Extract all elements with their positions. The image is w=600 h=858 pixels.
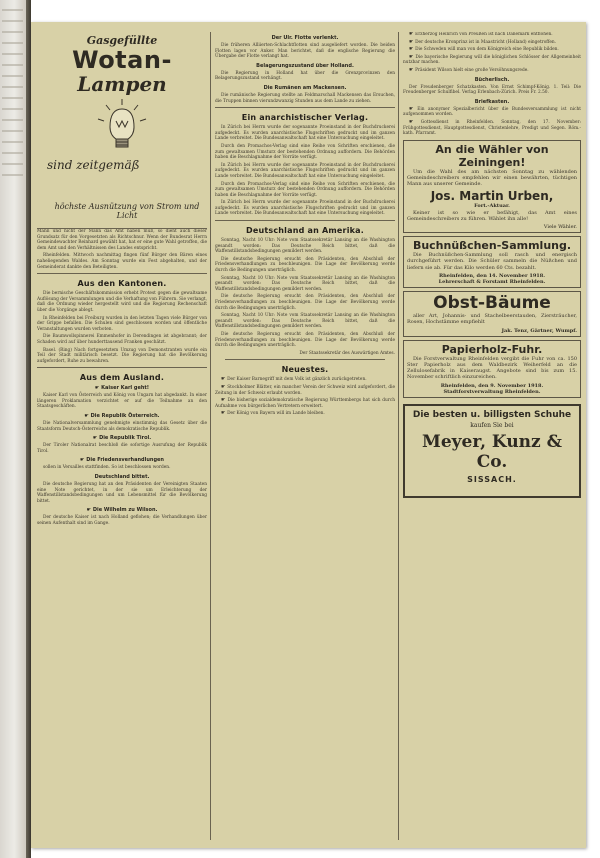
article-paragraph: Die Baumwollspinnerei Emmenhofer in Derendingen ist abgebrannt; der Schaden wird auf über hunderttausend Franken geschätzt. [37,334,207,345]
ad-text: Die Forstverwaltung Rheinfelden vergibt die Fuhr von ca. 150 Ster Papierholz aus dem Waldbezirk Weiherfeld an die Zellulosefabrik in Kaiseraugst. Angebote sind bis zum 15. November schriftlich einzureichen. [407,355,577,381]
article-paragraph: ☛ Gottesdienst in Rheinfelden. Sonntag, den 17. November: Frühgottesdienst, Hauptgottesdienst, Christenlehre, Predigt und Segen. Röm.-kath. Pfarramt. [403,120,581,137]
ad-text: Um die Wahl des am nächsten Sonntag zu wählenden Gemeindeschreibers empfehlen wir einen bewährten, tüchtigen Mann aus unserer Gemeinde. [407,168,577,188]
article-paragraph: Sonntag, Nacht 10 Uhr: Note vom Staatssekretär Lansing an die Washington gesandt worden: Das Deutsche Reich bittet, daß die Waffenstillstandsbedingungen gemildert werden. [215,275,395,292]
article-paragraph: Kaiser Karl von Österreich und König von Ungarn hat abgedankt. In einer längeren Proklamation verzichtet er auf die Teilnahme an den Staatsgeschäften. [37,393,207,410]
ad-slogan: sind zeitgemäß [47,158,140,172]
shoe-store-advertisement [403,404,581,498]
ad-signature: Stadtforstverwaltung Rheinfelden. [443,388,541,395]
article-heading: ☛ Die Republik Tirol. [37,435,207,441]
article-heading: ☛ Kaiser Karl geht! [37,385,207,391]
article-paragraph: Der Tiroler Nationalrat beschloß die sofortige Ausrufung der Republik Tirol. [37,443,207,454]
article-paragraph: sollen in Versailles stattfinden. So ist beschlossen worden. [43,465,171,471]
ad-product-name: Lampen [77,72,167,96]
ad-headline: An die Wähler von Zeiningen! [435,142,549,169]
candidate-role: Fort.-Aktuar. [474,203,510,210]
news-item: ☛ Die bisherige sozialdemokratische Regierung Württembergs hat sich durch Aufnahme von bürgerlichen Vertretern erweitert. [215,398,395,409]
ad-tagline: Gasgefüllte [86,34,158,47]
article-heading: Der Ulr. Flotte verlenkt. [271,35,339,41]
article-signature: Der Staatssekretär des Auswärtigen Amtes. [299,350,395,356]
article-paragraph: Basel. (Ring) Nach fortgesetztem Umzug von Demonstranten wurde ein Teil der Stadt militärisch besetzt. Die Regierung hat die Bevölkerung aufgefordert, Ruhe zu bewahren. [37,347,207,364]
news-item: ☛ Die bayerische Regierung will die königlichen Schlösser der Allgemeinheit nutzbar machen. [403,55,581,66]
newspaper-page [31,22,586,848]
section-heading: Neuestes. [281,365,329,375]
ad-brand-name: Meyer, Kunz & Co. [422,431,562,472]
article-paragraph: Die früheren Alliierten-Schlachtflotten sind ausgeliefert worden. Die beiden Flotten lagen vor Anker. Man berichtet, daß die englische Regierung die Übergabe der Flotte verlangt hat. [215,43,395,60]
article-paragraph: ☛ Ein anonymer Spezialbericht über die Bundesversammlung ist nicht aufgenommen worden. [403,107,581,118]
article-paragraph: In Zürich bei Herrn wurde der sogenannte Proeinstand in der Buchdruckerei aufgedeckt. Es wurden anarchistische Flugschriften gedruckt und im ganzen Lande verbreitet. Die Bundesanwaltschaft hat eine Untersuchung eingeleitet. [215,162,395,179]
article-paragraph: Der Freudenberger Schatzkasten. Von Ernst Schimpf-König. 1. Teil: Die Freudenberger Schulfibel. Verlag Erlenbach-Zürich. Preis Fr. 2.50. [403,84,581,96]
news-item: ☛ Erzherzog Heinrich von Preußen ist nach Dänemark entflohen. [403,32,581,38]
ad-headline: Obst-Bäume [433,293,551,314]
section-heading: Bücherlisch. [474,76,510,83]
ad-claim: höchste Ausnützung von Strom und Licht [54,202,200,220]
article-paragraph: Die bernische Geschäftskommission erhebt Protest gegen die gewaltsame Auflösung der Versammlungen und die Verhaftung von Führern. Sie verlangt, daß die Ordnung wieder hergestellt wird und die Regierung Rechenschaft über die Vorgänge ablegt. [37,291,207,313]
article-paragraph: Sonntag, Nacht 10 Uhr: Note vom Staatssekretär Lansing an die Washington gesandt worden: Das Deutsche Reich bittet, daß die Waffenstillstandsbedingungen gemildert werden. [215,238,395,255]
article-paragraph: Die deutsche Regierung ersucht den Präsidenten, den Abschluß der Friedensverhandlungen zu beschleunigen. Die Lage der Bevölkerung werde durch die Bedingungen unerträglich. [215,256,395,274]
ad-date: Rheinfelden, den 14. November 1918. [438,272,545,279]
section-heading: Briefkasten. [474,98,510,105]
article-paragraph: Die Regierung in Holland hat über die Grenzprovinzen den Belagerungszustand verhängt. [215,70,395,82]
ad-headline: Buchnüßchen-Sammlung. [412,239,572,253]
section-heading: Aus dem Ausland. [79,373,165,383]
wotan-lamp-advertisement [37,34,207,229]
ad-location: SISSACH. [467,474,517,484]
fruit-tree-ad [403,291,581,337]
news-item: ☛ Der deutsche Kronprinz ist in Maastricht (Holland) eingetroffen. [403,40,581,46]
news-item: ☛ Der König von Bayern will im Lande bleiben. [215,411,395,417]
column-rule [210,32,211,840]
light-bulb-icon [92,97,152,155]
section-heading: Deutschland an Amerika. [245,226,364,236]
zeiningen-election-ad [403,140,581,233]
ad-text: Die Buchnüßchen-Sammlung soll rasch und energisch durchgeführt werden. Die Schüler sammeln die Nüßchen und liefern sie ab. Für das Kilo werden 60 Cts. bezahlt. [407,252,577,271]
article-paragraph: Sonntag, Nacht 10 Uhr: Note vom Staatssekretär Lansing an die Washington gesandt worden: Das Deutsche Reich bittet, daß die Waffenstillstandsbedingungen gemildert werden. [215,313,395,330]
article-paragraph: Der deutsche Kaiser ist nach Holland geflohen; die Verhandlungen über seinen Aufenthalt sind im Gange. [37,515,207,526]
news-item: ☛ Die Schweden will man von dem Königreich eine Republik bilden. [403,47,581,53]
column-left [37,32,207,840]
article-paragraph: Die rumänische Regierung stellte an Feldmarschall Mackensen das Ersuchen, die Truppen binnen vierundzwanzig Stunden aus dem Lande zu ziehen. [215,92,395,104]
article-heading: ☛ Die Republik Österreich. [37,413,207,419]
left-page-edge [0,0,26,858]
ad-brand-name: Wotan- [72,46,172,74]
news-item: ☛ Präsident Wilson hielt eine große Versöhnungsrede. [403,68,581,74]
ad-date: Rheinfelden, den 9. November 1918. [440,382,544,389]
news-item: ☛ Stockholmer Blätter, ein mancher Verein der Schweiz wird aufgefordert, die Zeitung in der Schweiz erlaubt worden. [215,385,395,396]
ad-signature: Viele Wähler. [543,223,577,230]
article-paragraph: Die deutsche Regierung ersucht den Präsidenten, den Abschluß der Friedensverhandlungen zu beschleunigen. Die Lage der Bevölkerung werde durch die Bedingungen unerträglich. [215,294,395,311]
ad-text: Keiner ist so wie er befähigt, das Amt eines Gemeindeschreibers zu führen. Wählet ihn alle! [407,209,577,222]
article-paragraph: Mann und nicht der Mann das Amt haben muß, so dient auch dieser Grundsatz für den Vorgesetzten als Richtschnur. Wenn der Bundesrat Herrn Gemeindewachter Reinhard gewählt hat, hat er eine gute Wahl getroffen, die dem Amt und den Verhältnissen des Landes entspricht. [37,229,207,251]
candidate-name: Jos. Martin Urben, [430,189,554,204]
ad-headline: Papierholz-Fuhr. [441,342,543,356]
article-paragraph: Die deutsche Regierung hat an den Präsidenten der Vereinigten Staaten eine Note gerichtet, in der sie um Erleichterung der Waffenstillstandsbedingungen und um Lebensmittel für die Bevölkerung bittet. [37,482,207,504]
article-heading: Die Rumänen am Mackensen. [263,84,347,91]
ad-headline: Die besten u. billigsten Schuhe [412,409,572,420]
section-heading: Ein anarchistischer Verlag. [241,113,369,123]
article-paragraph: In Rheinfelden bei Freiburg wurden in den letzten Tagen viele Bürger von der Grippe befallen. Die Schulen sind geschlossen worden und öffentliche Veranstaltungen wurden verboten. [37,315,207,332]
article-heading: Belagerungszustand über Holland. [256,62,354,69]
column-right [403,32,581,840]
ad-signature: Lehrerschaft & Forstamt Rheinfelden. [438,278,546,285]
paper-wood-notice [403,340,581,398]
section-heading: Aus den Kantonen. [77,279,167,289]
article-heading: Deutschland bittet. [94,474,150,481]
article-heading: ☛ Die Wilhelm zu Wilson. [37,507,207,513]
article-paragraph: Die Nationalversammlung genehmigte einstimmig das Gesetz über die Staatsform Deutsch-Österreichs als demokratische Republik. [37,421,207,432]
ad-text: kaufen Sie bei [470,421,514,429]
ad-signature: Jak. Tenz, Gärtner, Wumpf. [501,327,577,334]
nut-collection-notice [403,236,581,288]
article-paragraph: In Zürich bei Herrn wurde der sogenannte Proeinstand in der Buchdruckerei aufgedeckt. Es wurden anarchistische Flugschriften gedruckt und im ganzen Lande verbreitet. Die Bundesanwaltschaft hat eine Untersuchung eingeleitet. [215,200,395,217]
news-item: ☛ Der Kaiser Barnegriff mit dem Volk ist gänzlich zurückgetreten. [215,377,395,383]
article-paragraph: Durch den Promachos-Verlag sind eine Reihe von Schriften erschienen, die zum gewaltsamen Umsturz der bestehenden Ordnung auffordern. Die Behörden haben die Beschlagnahme der Vorräte verfügt. [215,181,395,198]
article-paragraph: Die deutsche Regierung ersucht den Präsidenten, den Abschluß der Friedensverhandlungen zu beschleunigen. Die Lage der Bevölkerung werde durch die Bedingungen unerträglich. [215,331,395,349]
column-middle [215,32,395,840]
article-paragraph: Durch den Promachos-Verlag sind eine Reihe von Schriften erschienen, die zum gewaltsamen Umsturz der bestehenden Ordnung auffordern. Die Behörden haben die Beschlagnahme der Vorräte verfügt. [215,143,395,161]
column-rule [398,32,399,840]
article-paragraph: In Zürich bei Herrn wurde der sogenannte Proeinstand in der Buchdruckerei aufgedeckt. Es wurden anarchistische Flugschriften gedruckt und im ganzen Lande verbreitet. Die Bundesanwaltschaft hat eine Untersuchung eingeleitet. [215,125,395,142]
article-heading: ☛ Die Friedensverhandlungen [37,457,207,463]
ad-text: aller Art, Johannis- und Stachelbeerstauden, Ziersträucher, Rosen, Hochstämme empfiehlt [407,313,577,326]
article-paragraph: Rheinfelden. Mittwoch nachmittag fingen fünf Bürger den Bären eines naheliegenden Waldes. Am Sonntag wurde ein Fest abgehalten, und der Gemeinderat dankte den Beteiligten. [37,253,207,270]
